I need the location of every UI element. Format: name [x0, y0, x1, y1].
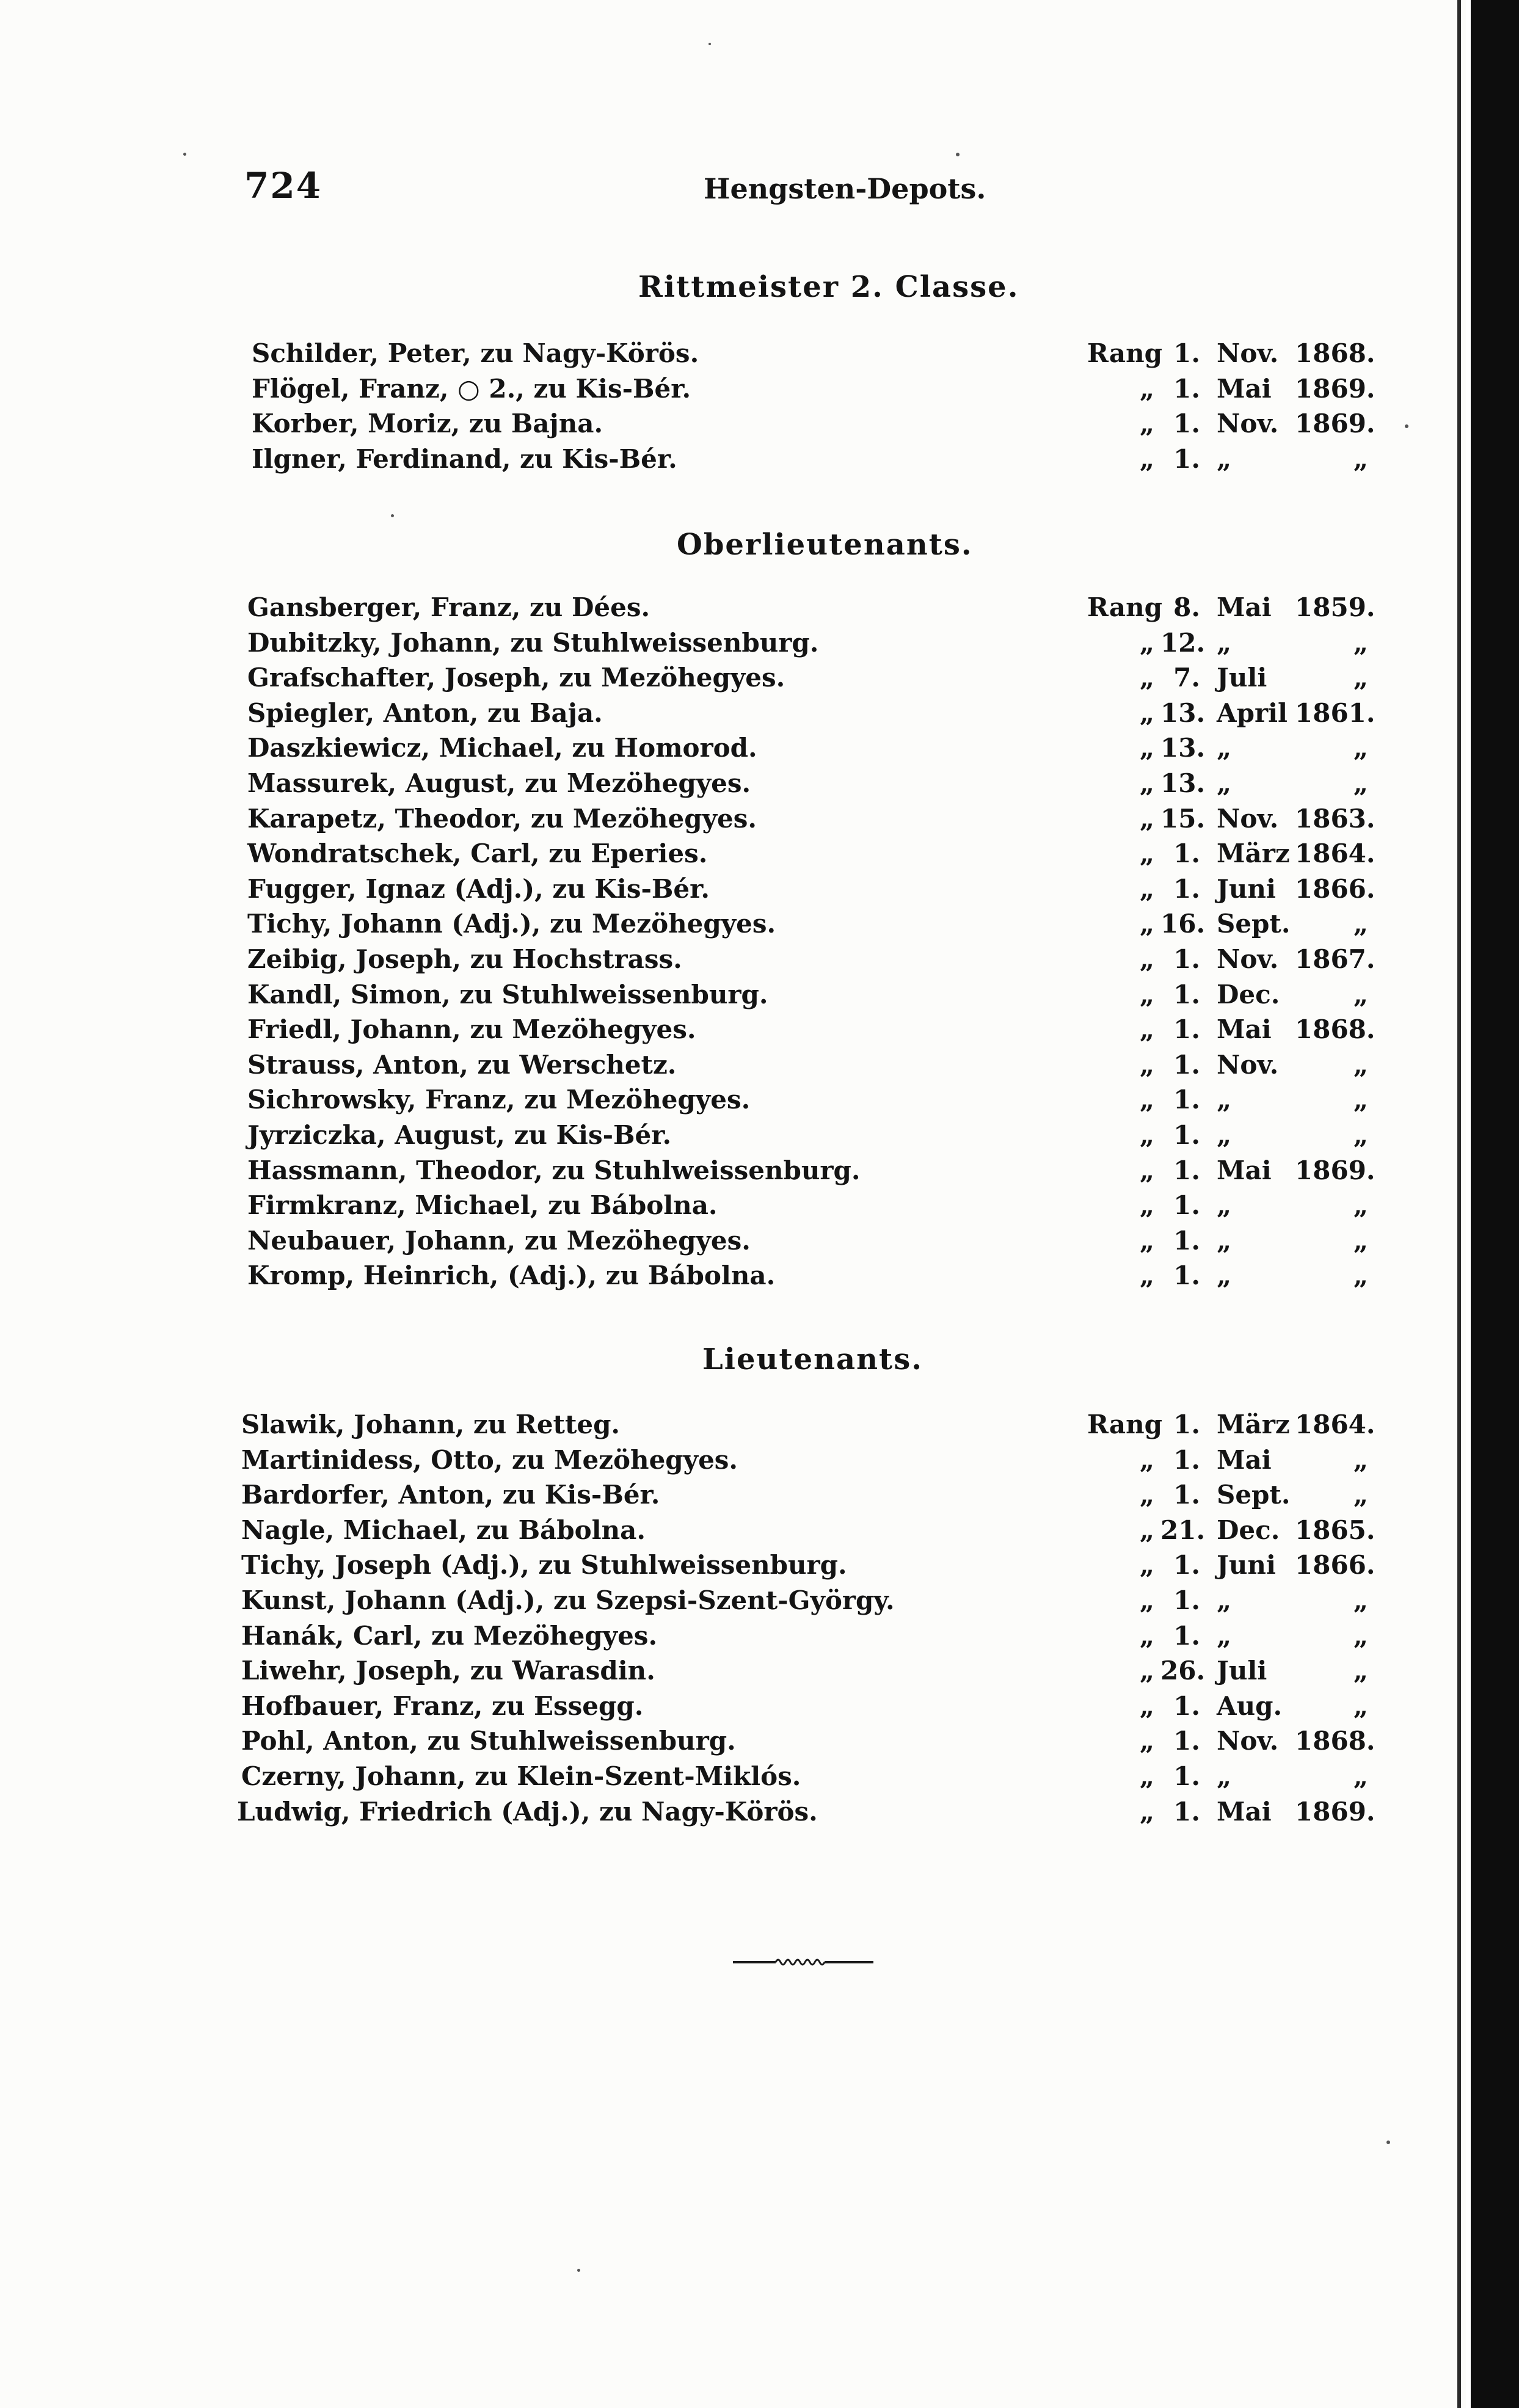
entry-name: Firmkranz, Michael, zu Bábolna.: [247, 1190, 718, 1221]
entry-month: Nov.: [1217, 944, 1279, 974]
entry-row: [0, 1656, 1466, 1691]
entry-year: 1859.: [1295, 592, 1375, 622]
entry-month: „: [1217, 1119, 1232, 1150]
entry-month: März: [1217, 1410, 1290, 1439]
entry-year: „: [1353, 443, 1368, 474]
entry-name: Slawik, Johann, zu Retteg.: [241, 1410, 621, 1439]
entry-year: „: [1353, 909, 1368, 939]
entry-year: „: [1353, 1190, 1368, 1221]
entry-day: 1.: [1173, 443, 1200, 474]
entry-rang: „: [1139, 733, 1154, 763]
entry-row: [0, 628, 1466, 663]
entry-name: Pohl, Anton, zu Stuhlweissenburg.: [241, 1726, 736, 1756]
entry-rang: „: [1139, 979, 1154, 1009]
entry-row: [0, 1085, 1466, 1120]
entry-year: „: [1353, 1620, 1368, 1651]
entry-name: Friedl, Johann, zu Mezöhegyes.: [247, 1014, 696, 1045]
entry-row: [0, 909, 1466, 944]
entry-day: 1.: [1173, 838, 1200, 869]
page-header: [244, 165, 1063, 220]
entry-year: 1863.: [1295, 803, 1375, 834]
entry-row: [0, 944, 1466, 980]
entry-name: Neubauer, Johann, zu Mezöhegyes.: [247, 1225, 751, 1256]
section-title-lieutenants: Lieutenants.: [702, 1342, 923, 1377]
entry-row: [0, 338, 1466, 374]
entry-year: „: [1353, 627, 1368, 658]
entry-rang: Rang: [1087, 592, 1162, 622]
entry-day: 1.: [1173, 1225, 1200, 1256]
entry-name: Flögel, Franz, ○ 2., zu Kis-Bér.: [252, 373, 691, 404]
entry-rang: „: [1139, 1480, 1154, 1510]
entry-row: [0, 1050, 1466, 1085]
entry-year: „: [1353, 1690, 1368, 1721]
entry-day: 1.: [1173, 1119, 1200, 1150]
entry-name: Spiegler, Anton, zu Baja.: [247, 697, 603, 728]
page-number: 724: [244, 165, 322, 206]
entry-day: 21.: [1160, 1515, 1206, 1545]
entry-name: Ilgner, Ferdinand, zu Kis-Bér.: [252, 443, 677, 474]
entry-year: „: [1353, 979, 1368, 1009]
entry-rang: „: [1139, 1260, 1154, 1291]
entry-row: [0, 733, 1466, 768]
entry-month: Mai: [1217, 1014, 1272, 1045]
entry-name: Strauss, Anton, zu Werschetz.: [247, 1049, 677, 1080]
entry-year: 1861.: [1295, 697, 1375, 728]
entry-row: [0, 1691, 1466, 1726]
entry-day: 1.: [1173, 1480, 1200, 1510]
entry-day: 1.: [1173, 1550, 1200, 1580]
section-entries-lieutenants: [0, 1410, 1466, 1831]
entry-name: Zeibig, Joseph, zu Hochstrass.: [247, 944, 682, 974]
section-entries-rittmeister: [0, 338, 1466, 479]
entry-day: 1.: [1173, 1726, 1200, 1756]
entry-month: „: [1217, 1761, 1232, 1791]
entry-row: [0, 592, 1466, 628]
entry-day: 26.: [1160, 1656, 1206, 1686]
entry-year: 1869.: [1295, 373, 1375, 404]
entry-name: Kandl, Simon, zu Stuhlweissenburg.: [247, 979, 768, 1009]
entry-month: Juni: [1217, 873, 1276, 904]
entry-name: Schilder, Peter, zu Nagy-Körös.: [252, 338, 699, 368]
entry-year: 1867.: [1295, 944, 1375, 974]
entry-day: 1.: [1173, 1585, 1200, 1615]
entry-month: Sept.: [1217, 1480, 1291, 1510]
entry-year: 1869.: [1295, 1796, 1375, 1827]
entry-month: Mai: [1217, 1444, 1272, 1475]
entry-name: Hassmann, Theodor, zu Stuhlweissenburg.: [247, 1155, 861, 1185]
entry-day: 12.: [1160, 627, 1206, 658]
entry-month: „: [1217, 443, 1232, 474]
entry-name: Kunst, Johann (Adj.), zu Szepsi-Szent-György.: [241, 1585, 895, 1615]
entry-day: 8.: [1173, 592, 1200, 622]
entry-row: [0, 444, 1466, 479]
entry-day: 1.: [1173, 1155, 1200, 1185]
entry-name: Fugger, Ignaz (Adj.), zu Kis-Bér.: [247, 873, 710, 904]
entry-month: Dec.: [1217, 979, 1280, 1009]
entry-row: [0, 1155, 1466, 1191]
entry-year: „: [1353, 1656, 1368, 1686]
entry-rang: „: [1139, 1726, 1154, 1756]
entry-row: [0, 1120, 1466, 1155]
entry-row: [0, 838, 1466, 874]
entry-year: „: [1353, 1119, 1368, 1150]
entry-row: [0, 409, 1466, 444]
entry-row: [0, 1410, 1466, 1445]
entry-day: 1.: [1173, 338, 1200, 368]
entry-month: „: [1217, 1190, 1232, 1221]
entry-day: 1.: [1173, 409, 1200, 439]
entry-rang: „: [1139, 1550, 1154, 1580]
entry-rang: „: [1139, 1085, 1154, 1115]
entry-year: 1869.: [1295, 1155, 1375, 1185]
entry-year: „: [1353, 1585, 1368, 1615]
entry-rang: „: [1139, 1515, 1154, 1545]
entry-row: [0, 1515, 1466, 1551]
entry-name: Bardorfer, Anton, zu Kis-Bér.: [241, 1480, 660, 1510]
entry-day: 1.: [1173, 1260, 1200, 1291]
entry-name: Czerny, Johann, zu Klein-Szent-Miklós.: [241, 1761, 801, 1791]
entry-month: „: [1217, 733, 1232, 763]
entry-row: [0, 1761, 1466, 1797]
entry-rang: „: [1139, 768, 1154, 798]
entry-day: 1.: [1173, 873, 1200, 904]
entry-year: „: [1353, 1480, 1368, 1510]
entry-rang: „: [1139, 627, 1154, 658]
entry-day: 16.: [1160, 909, 1206, 939]
entry-day: 1.: [1173, 373, 1200, 404]
entry-year: 1868.: [1295, 338, 1375, 368]
entry-rang: „: [1139, 803, 1154, 834]
entry-month: Juni: [1217, 1550, 1276, 1580]
scan-edge-shadow: [1471, 0, 1519, 2408]
entry-year: 1868.: [1295, 1726, 1375, 1756]
entry-day: 1.: [1173, 1190, 1200, 1221]
entry-month: „: [1217, 1085, 1232, 1115]
entry-day: 1.: [1173, 944, 1200, 974]
entry-day: 1.: [1173, 1690, 1200, 1721]
entry-row: [0, 374, 1466, 409]
entry-row: [0, 1480, 1466, 1515]
entry-name: Wondratschek, Carl, zu Eperies.: [247, 838, 708, 869]
entry-row: [0, 698, 1466, 733]
entry-year: 1864.: [1295, 838, 1375, 869]
entry-month: Mai: [1217, 373, 1272, 404]
entry-name: Tichy, Joseph (Adj.), zu Stuhlweissenburg.: [241, 1550, 847, 1580]
entry-month: Nov.: [1217, 1726, 1279, 1756]
entry-rang: „: [1139, 409, 1154, 439]
entry-day: 1.: [1173, 1014, 1200, 1045]
entry-rang: „: [1139, 1761, 1154, 1791]
entry-month: „: [1217, 768, 1232, 798]
entry-month: Aug.: [1217, 1690, 1283, 1721]
entry-name: Korber, Moriz, zu Bajna.: [252, 409, 603, 439]
entry-month: Nov.: [1217, 1049, 1279, 1080]
entry-row: [0, 1190, 1466, 1226]
entry-year: 1864.: [1295, 1410, 1375, 1439]
entry-rang: „: [1139, 1620, 1154, 1651]
entry-month: Nov.: [1217, 803, 1279, 834]
entry-year: „: [1353, 1085, 1368, 1115]
entry-name: Jyrziczka, August, zu Kis-Bér.: [247, 1119, 672, 1150]
entry-year: „: [1353, 1260, 1368, 1291]
entry-rang: „: [1139, 838, 1154, 869]
entry-year: „: [1353, 1761, 1368, 1791]
entry-month: „: [1217, 1225, 1232, 1256]
entry-name: Grafschafter, Joseph, zu Mezöhegyes.: [247, 663, 785, 693]
entry-year: „: [1353, 768, 1368, 798]
entry-year: „: [1353, 1225, 1368, 1256]
entry-name: Martinidess, Otto, zu Mezöhegyes.: [241, 1444, 738, 1475]
entry-day: 1.: [1173, 979, 1200, 1009]
entry-row: [0, 1260, 1466, 1296]
entry-name: Tichy, Johann (Adj.), zu Mezöhegyes.: [247, 909, 776, 939]
entry-day: 1.: [1173, 1410, 1200, 1439]
entry-day: 15.: [1160, 803, 1206, 834]
entry-row: [0, 1226, 1466, 1261]
entry-day: 13.: [1160, 733, 1206, 763]
entry-row: [0, 1550, 1466, 1585]
entry-day: 1.: [1173, 1796, 1200, 1827]
entry-rang: „: [1139, 663, 1154, 693]
entry-rang: „: [1139, 1585, 1154, 1615]
ornamental-rule: [733, 1952, 873, 1970]
entry-row: [0, 874, 1466, 909]
entry-rang: „: [1139, 1690, 1154, 1721]
entry-year: „: [1353, 663, 1368, 693]
entry-day: 13.: [1160, 697, 1206, 728]
entry-rang: „: [1139, 1796, 1154, 1827]
entry-day: 1.: [1173, 1761, 1200, 1791]
entry-rang: „: [1139, 1656, 1154, 1686]
entry-month: Nov.: [1217, 409, 1279, 439]
entry-year: 1868.: [1295, 1014, 1375, 1045]
entry-name: Dubitzky, Johann, zu Stuhlweissenburg.: [247, 627, 819, 658]
entry-rang: „: [1139, 1225, 1154, 1256]
entry-name: Hofbauer, Franz, zu Essegg.: [241, 1690, 644, 1721]
entry-row: [0, 663, 1466, 698]
entry-rang: „: [1139, 1014, 1154, 1045]
entry-day: 13.: [1160, 768, 1206, 798]
entry-year: „: [1353, 1444, 1368, 1475]
entry-month: „: [1217, 1260, 1232, 1291]
entry-month: März: [1217, 838, 1290, 869]
entry-name: Nagle, Michael, zu Bábolna.: [241, 1515, 646, 1545]
entry-row: [0, 1445, 1466, 1480]
entry-name: Sichrowsky, Franz, zu Mezöhegyes.: [247, 1085, 751, 1115]
entry-year: 1866.: [1295, 1550, 1375, 1580]
entry-month: Sept.: [1217, 909, 1291, 939]
section-title-oberlieutenants: Oberlieutenants.: [677, 528, 973, 562]
entry-rang: „: [1139, 1190, 1154, 1221]
entry-name: Ludwig, Friedrich (Adj.), zu Nagy-Körös.: [237, 1796, 818, 1827]
entry-month: Mai: [1217, 1796, 1272, 1827]
entry-day: 1.: [1173, 1444, 1200, 1475]
entry-day: 7.: [1173, 663, 1200, 693]
entry-month: Juli: [1217, 663, 1267, 693]
entry-year: „: [1353, 1049, 1368, 1080]
entry-row: [0, 1585, 1466, 1621]
entry-month: Dec.: [1217, 1515, 1280, 1545]
entry-day: 1.: [1173, 1085, 1200, 1115]
entry-rang: „: [1139, 373, 1154, 404]
entry-month: Mai: [1217, 1155, 1272, 1185]
entry-name: Hanák, Carl, zu Mezöhegyes.: [241, 1620, 658, 1651]
entry-row: [0, 1726, 1466, 1761]
entry-rang: „: [1139, 697, 1154, 728]
entry-row: [0, 980, 1466, 1015]
entry-year: 1866.: [1295, 873, 1375, 904]
entry-rang: „: [1139, 1119, 1154, 1150]
entry-row: [0, 804, 1466, 839]
entry-rang: „: [1139, 1444, 1154, 1475]
entry-name: Karapetz, Theodor, zu Mezöhegyes.: [247, 803, 757, 834]
entry-rang: Rang: [1087, 338, 1162, 368]
entry-day: 1.: [1173, 1620, 1200, 1651]
entry-name: Daszkiewicz, Michael, zu Homorod.: [247, 733, 757, 763]
entry-month: „: [1217, 1620, 1232, 1651]
entry-year: „: [1353, 733, 1368, 763]
entry-name: Gansberger, Franz, zu Dées.: [247, 592, 650, 622]
entry-day: 1.: [1173, 1049, 1200, 1080]
page-edge-line: [1457, 0, 1461, 2408]
entry-rang: „: [1139, 873, 1154, 904]
entry-rang: Rang: [1087, 1410, 1162, 1439]
entry-month: Nov.: [1217, 338, 1279, 368]
entry-row: [0, 1797, 1466, 1832]
entry-month: „: [1217, 1585, 1232, 1615]
entry-year: 1869.: [1295, 409, 1375, 439]
entry-month: Mai: [1217, 592, 1272, 622]
running-title: Hengsten-Depots.: [704, 172, 986, 205]
entry-month: April: [1217, 697, 1288, 728]
section-entries-oberlieutenants: [0, 592, 1466, 1296]
entry-rang: „: [1139, 909, 1154, 939]
entry-rang: „: [1139, 443, 1154, 474]
entry-year: 1865.: [1295, 1515, 1375, 1545]
entry-month: Juli: [1217, 1656, 1267, 1686]
section-title-rittmeister: Rittmeister 2. Classe.: [638, 270, 1019, 304]
entry-name: Kromp, Heinrich, (Adj.), zu Bábolna.: [247, 1260, 776, 1291]
entry-name: Liwehr, Joseph, zu Warasdin.: [241, 1656, 655, 1686]
entry-row: [0, 1621, 1466, 1656]
entry-rang: „: [1139, 1049, 1154, 1080]
entry-row: [0, 1014, 1466, 1050]
entry-name: Massurek, August, zu Mezöhegyes.: [247, 768, 751, 798]
entry-row: [0, 768, 1466, 804]
entry-rang: „: [1139, 1155, 1154, 1185]
entry-month: „: [1217, 627, 1232, 658]
entry-rang: „: [1139, 944, 1154, 974]
